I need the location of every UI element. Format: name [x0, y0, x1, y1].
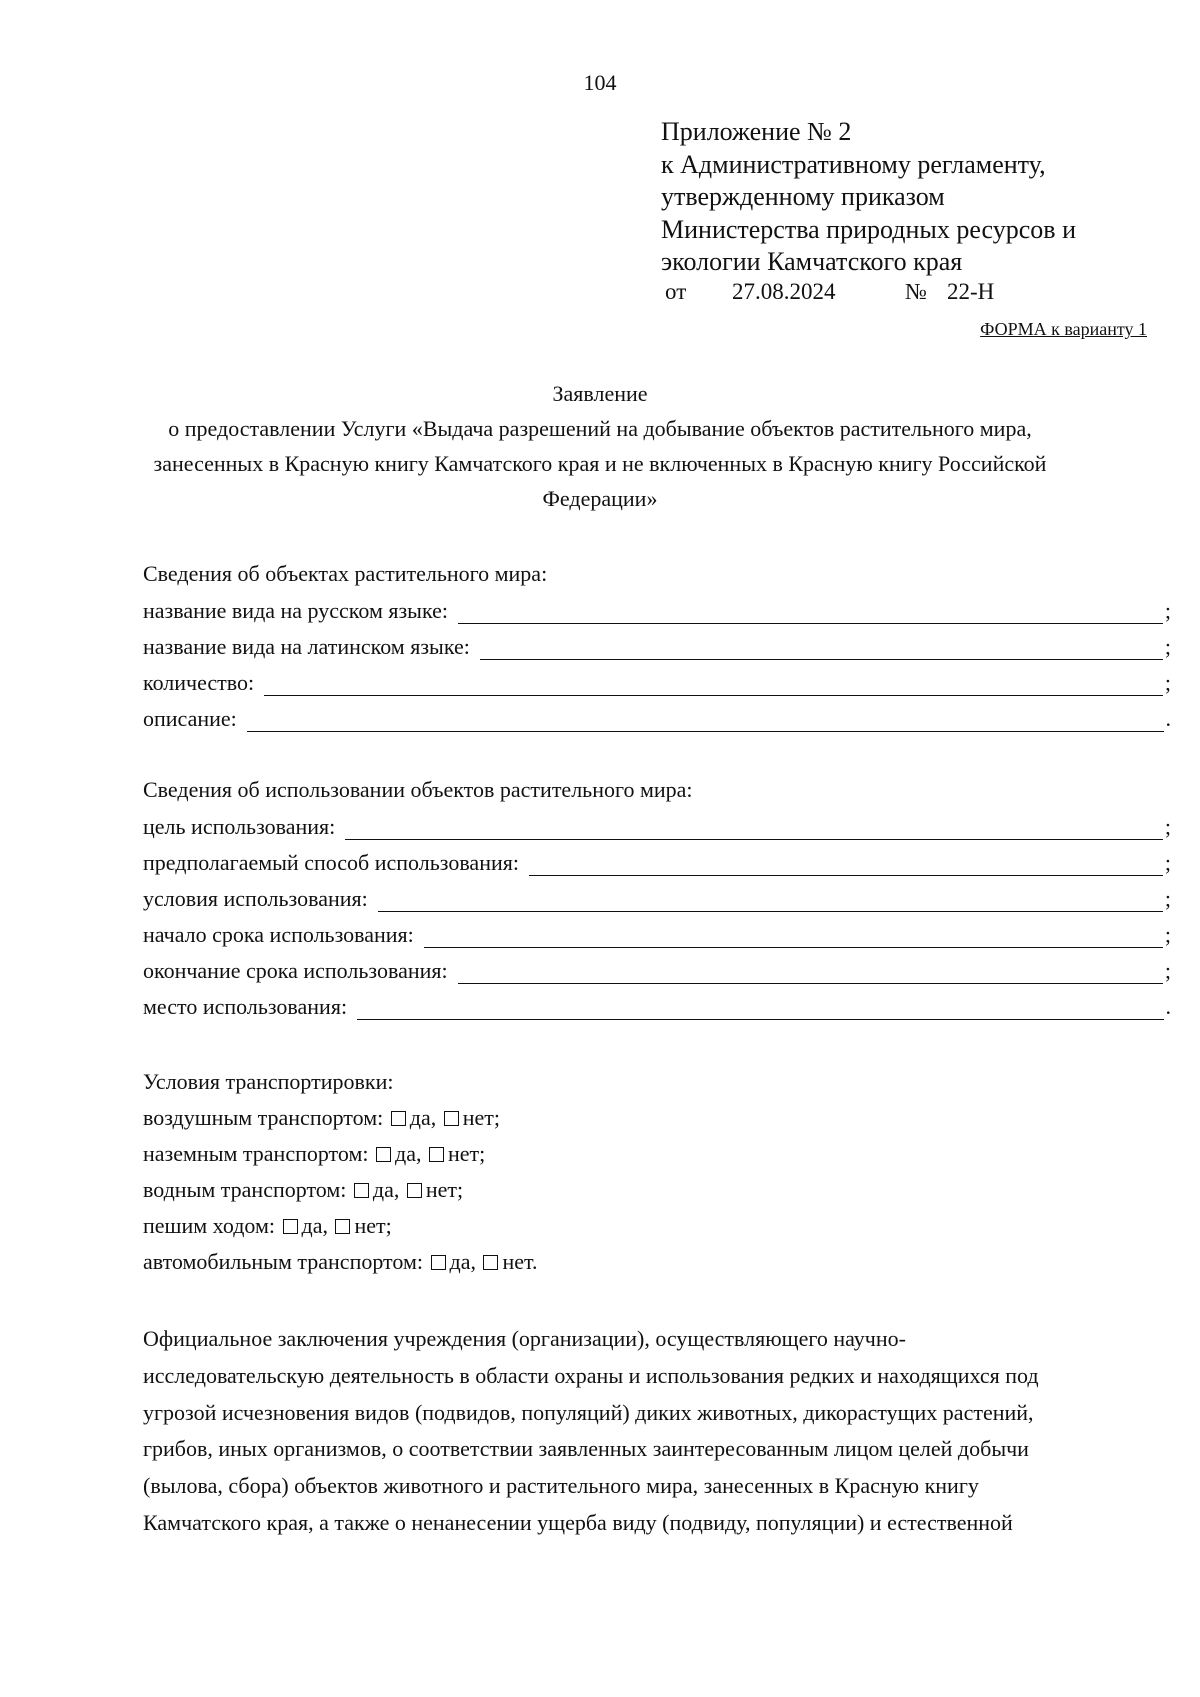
- field-label: название вида на русском языке:: [143, 598, 448, 623]
- paragraph-line: Официальное заключения учреждения (организации), осуществляющего научно-: [143, 1326, 906, 1351]
- appendix-line: Министерства природных ресурсов и: [661, 214, 1076, 244]
- description-field: [143, 702, 1171, 732]
- field-label: начало срока использования:: [143, 922, 414, 947]
- appendix-line: Приложение № 2: [661, 117, 852, 146]
- transport-label: автомобильным транспортом:: [143, 1249, 423, 1274]
- paragraph-line: (вылова, сбора) объектов животного и растительного мира, занесенных в Красную книгу: [143, 1473, 979, 1499]
- field-label: условия использования:: [143, 886, 368, 911]
- no-checkbox[interactable]: [444, 1111, 459, 1126]
- title-line: занесенных в Красную книгу Камчатского края и не включенных в Красную книгу Российской: [153, 451, 1047, 476]
- field-end-mark: ;: [1164, 850, 1171, 875]
- order-number: 22-Н: [947, 279, 995, 304]
- appendix-line: утвержденному приказом: [661, 182, 945, 211]
- order-date: 27.08.2024: [732, 279, 836, 304]
- form-variant-note: ФОРМА к варианту 1: [980, 319, 1147, 339]
- description-blank[interactable]: [247, 711, 1164, 732]
- transport-option-car: [143, 1249, 537, 1275]
- title-line: о предоставлении Услуги «Выдача разрешений на добывание объектов растительного мира,: [168, 416, 1032, 441]
- yes-checkbox[interactable]: [376, 1147, 391, 1162]
- yes-label: да,: [372, 1177, 400, 1202]
- transport-label: наземным транспортом:: [143, 1141, 369, 1166]
- transport-option-foot: [143, 1213, 392, 1239]
- appendix-line: экологии Камчатского края: [661, 247, 963, 276]
- species-latin-blank[interactable]: [480, 639, 1163, 660]
- number-sign: №: [905, 279, 927, 304]
- paragraph-line: угрозой исчезновения видов (подвидов, популяций) диких животных, дикорастущих растений,: [143, 1399, 1034, 1425]
- usage-purpose-field: [143, 810, 1171, 840]
- field-end-mark: ;: [1164, 598, 1171, 623]
- transport-option-ground: [143, 1141, 485, 1167]
- yes-label: да,: [449, 1249, 476, 1274]
- field-end-mark: ;: [1164, 814, 1171, 839]
- transport-label: водным транспортом:: [143, 1177, 347, 1202]
- date-prefix: от: [665, 279, 687, 304]
- no-label: нет;: [425, 1177, 464, 1202]
- no-checkbox[interactable]: [429, 1147, 444, 1162]
- no-checkbox[interactable]: [335, 1219, 350, 1234]
- transport-option-air: [143, 1105, 500, 1131]
- yes-label: да,: [409, 1105, 437, 1130]
- transport-label: пешим ходом:: [143, 1213, 276, 1238]
- transport-label: воздушным транспортом:: [143, 1105, 384, 1130]
- yes-checkbox[interactable]: [354, 1183, 369, 1198]
- field-end-mark: ;: [1164, 922, 1171, 947]
- yes-checkbox[interactable]: [431, 1255, 446, 1270]
- appendix-header: [661, 116, 1076, 279]
- usage-section-heading: Сведения об использовании объектов растительного мира:: [143, 777, 693, 802]
- usage-end-blank[interactable]: [458, 963, 1163, 984]
- quantity-field: [143, 666, 1171, 696]
- transport-section-heading: Условия транспортировки:: [143, 1069, 394, 1094]
- title-heading: Заявление: [552, 381, 648, 406]
- field-label: предполагаемый способ использования:: [143, 850, 519, 875]
- title-line: Федерации»: [542, 486, 658, 511]
- yes-label: да,: [395, 1141, 422, 1166]
- paragraph-line: грибов, иных организмов, о соответствии заявленных заинтересованным лицом целей добычи: [143, 1436, 1029, 1462]
- usage-purpose-blank[interactable]: [345, 819, 1163, 840]
- yes-checkbox[interactable]: [283, 1219, 298, 1234]
- field-label: описание:: [143, 706, 237, 731]
- yes-checkbox[interactable]: [391, 1111, 406, 1126]
- page-number: 104: [583, 70, 617, 95]
- usage-start-blank[interactable]: [424, 927, 1163, 948]
- species-russian-blank[interactable]: [458, 603, 1163, 624]
- species-russian-field: [143, 594, 1171, 624]
- usage-place-blank[interactable]: [357, 999, 1163, 1020]
- no-label: нет.: [502, 1249, 538, 1274]
- field-label: окончание срока использования:: [143, 958, 448, 983]
- no-label: нет;: [447, 1141, 486, 1166]
- usage-method-blank[interactable]: [529, 855, 1163, 876]
- objects-section-heading: Сведения об объектах растительного мира:: [143, 561, 548, 586]
- field-label: количество:: [143, 670, 255, 695]
- appendix-line: к Административному регламенту,: [661, 149, 1046, 179]
- field-label: название вида на латинском языке:: [143, 634, 470, 659]
- paragraph-line: Камчатского края, а также о ненанесении ущерба виду (подвиду, популяции) и естественной: [143, 1509, 1013, 1535]
- species-latin-field: [143, 630, 1171, 660]
- usage-start-field: [143, 918, 1171, 948]
- field-end-mark: ;: [1164, 670, 1171, 695]
- field-end-mark: ;: [1164, 634, 1171, 659]
- no-checkbox[interactable]: [483, 1255, 498, 1270]
- transport-option-water: [143, 1177, 463, 1203]
- field-label: место использования:: [143, 994, 348, 1019]
- yes-label: да,: [301, 1213, 328, 1238]
- no-label: нет;: [354, 1213, 392, 1238]
- field-label: цель использования:: [143, 814, 336, 839]
- field-end-mark: ;: [1164, 886, 1171, 911]
- field-end-mark: .: [1165, 706, 1171, 731]
- document-title: [140, 376, 1060, 516]
- field-end-mark: ;: [1164, 958, 1171, 983]
- quantity-blank[interactable]: [264, 675, 1163, 696]
- usage-end-field: [143, 954, 1171, 984]
- usage-conditions-blank[interactable]: [378, 891, 1163, 912]
- no-label: нет;: [462, 1105, 500, 1130]
- usage-method-field: [143, 846, 1171, 876]
- conclusion-paragraph: [143, 1321, 1143, 1542]
- field-end-mark: .: [1165, 994, 1171, 1019]
- no-checkbox[interactable]: [407, 1183, 422, 1198]
- usage-place-field: [143, 990, 1171, 1020]
- paragraph-line: исследовательскую деятельность в области охраны и использования редких и находящихся под: [143, 1362, 1039, 1388]
- usage-conditions-field: [143, 882, 1171, 912]
